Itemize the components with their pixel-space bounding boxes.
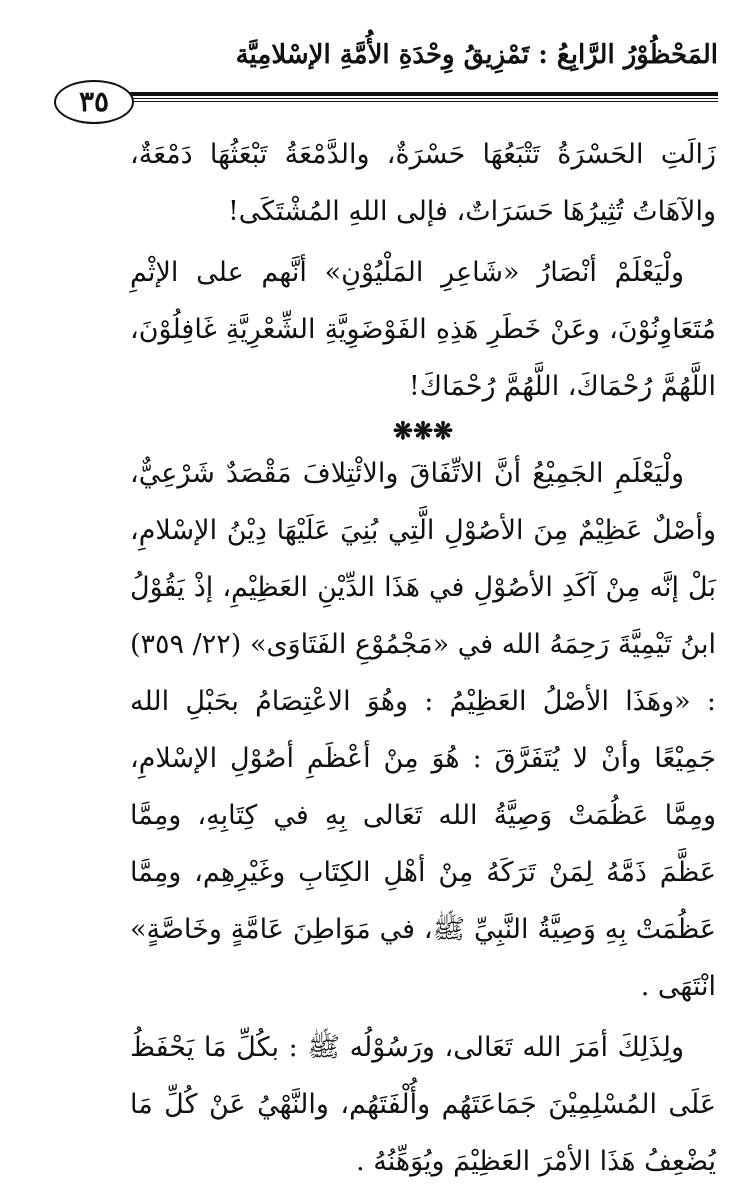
paragraph-3: ولْيَعْلَمِ الجَمِيْعُ أنَّ الاتِّفَاقَ والائْتِلافَ مَقْصَدٌ شَرْعِيٌّ، وأصْلٌ عَظِيْمٌ مِنَ الأصُوْلِ الَّتِي بُنِيَ عَلَيْهَا دِيْنُ الإسْلامِ، بَلْ إنَّه مِنْ آكَدِ الأصُوْلِ في هَذَا الدِّيْنِ العَظِيْمِ، إذْ يَقُوْلُ ابنُ تَيْمِيَّةَ رَحِمَهُ الله في «مَجْمُوْعِ الفَتَاوَى» (٢٢/ ٣٥٩) : «وهَذَا الأصْلُ العَظِيْمُ : وهُوَ الاعْتِصَامُ بحَبْلِ الله جَمِيْعًا وأنْ لا يُتَفَرَّقَ : هُوَ مِنْ أعْظَمِ أصُوْلِ الإسْلامِ، ومِمَّا عَظُمَتْ وَصِيَّةُ الله تَعَالى بِهِ في كِتَابِهِ، ومِمَّا عَظَّمَ ذَمَّهُ لِمَنْ تَرَكَهُ مِنْ أهْلِ الكِتَابِ وغَيْرِهِم، ومِمَّا عَظُمَتْ بِهِ وَصِيَّةُ النَّبِيِّ ﷺ، في مَوَاطِنَ عَامَّةٍ وخَاصَّةٍ» انْتَهَى .: [130, 458, 716, 1002]
paragraph-2: ولْيَعْلَمْ أنْصَارُ «شَاعِرِ المَلْيُوْنِ» أنَّهم على الإثْمِ مُتَعَاوِنُوْنَ، وعَنْ خَطَرِ هَذِهِ الفَوْضَوِيَّةِ الشِّعْرِيَّةِ غَافِلُوْنَ، اللَّهُمَّ رُحْمَاكَ، اللَّهُمَّ رُحْمَاكَ!: [130, 257, 716, 402]
section-divider-asterisks: ❋❋❋: [392, 416, 454, 445]
running-header-title: المَحْظُوْرُ الرَّابِعُ : تَمْزِيقُ وِحْدَةِ الأُمَّةِ الإسْلامِيَّة: [235, 40, 718, 70]
paragraph-4: ولِذَلِكَ أمَرَ الله تَعَالى، ورَسُوْلُه ﷺ : بكُلِّ مَا يَحْفَظُ عَلَى المُسْلِمِيْنَ جَمَاعَتَهُم وأُلْفَتَهُم، والنَّهْيُ عَنْ كُلِّ مَا يُضْعِفُ هَذَا الأمْرَ العَظِيْمَ ويُوَهِّنُهُ .: [130, 1032, 716, 1177]
page-number-badge: ٣٥: [54, 80, 134, 124]
header-rule-thick-line: [128, 92, 718, 96]
header-rule-thin-line-2: [128, 101, 718, 102]
header-rule: [128, 84, 718, 116]
page-body: [130, 126, 716, 1190]
header-rule-thin-line: [128, 98, 718, 99]
paragraph-1: زَالَتِ الحَسْرَةُ تَتْبَعُهَا حَسْرَةٌ، والدَّمْعَةُ تَبْعَثُهَا دَمْعَةٌ، والآهَاتُ تُثِيرُهَا حَسَرَاتٌ، فإلى اللهِ المُشْتَكَى!: [130, 139, 716, 227]
